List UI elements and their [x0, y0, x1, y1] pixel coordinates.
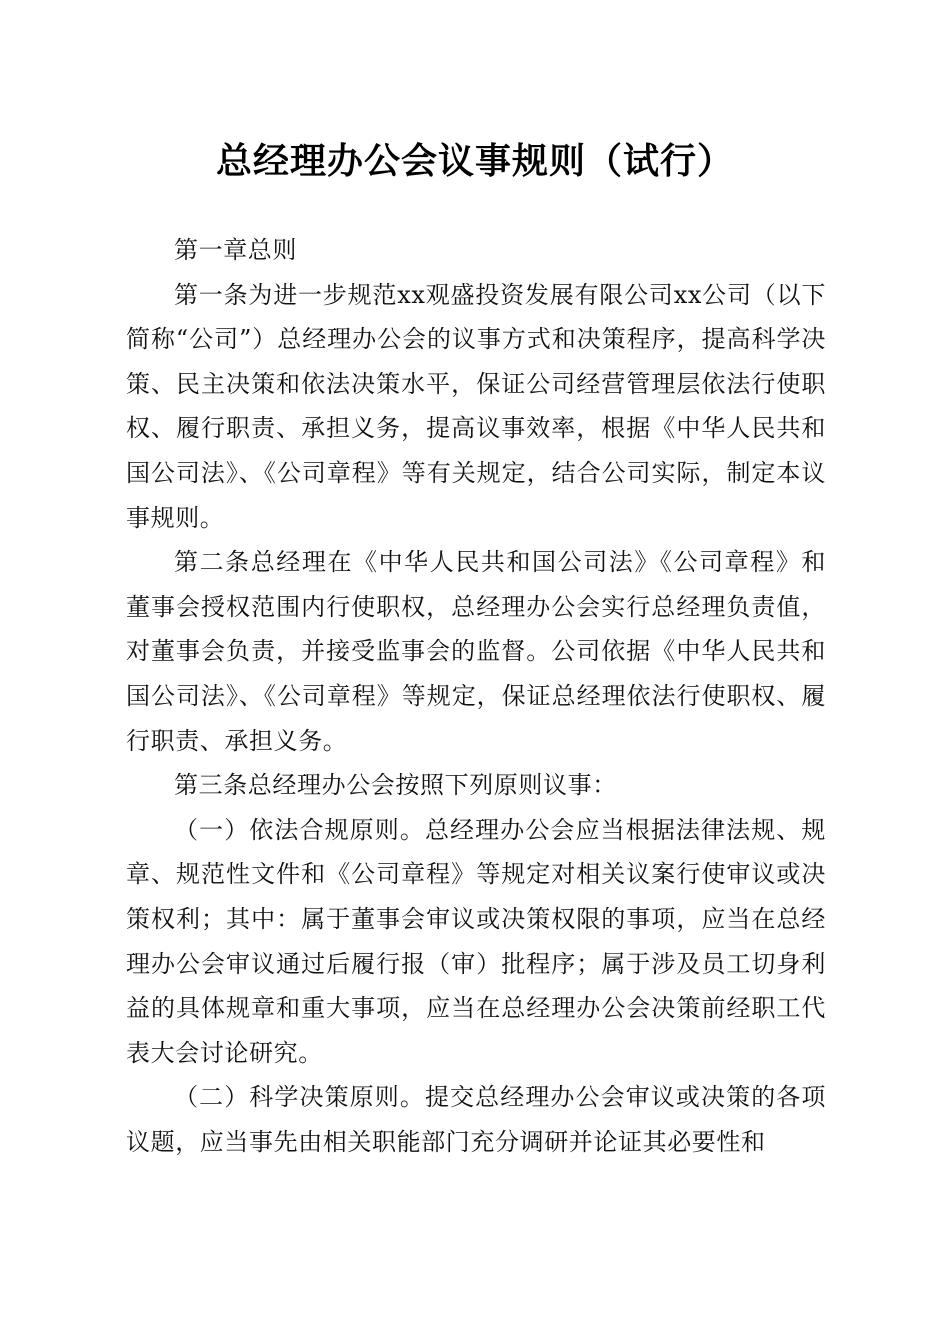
chapter-heading: 第一章总则	[174, 236, 297, 264]
document-title: 总经理办公会议事规则（试行）	[215, 140, 734, 182]
article-1-paragraph: 第一条为进一步规范xx观盛投资发展有限公司xx公司（以下简称“公司”）总经理办公会的议事方式和决策程序，提高科学决策、民主决策和依法决策水平，保证公司经营管理层依法行使职权、履行职责、承担义务，提高议事效率，根据《中华人民共和国公司法》、《公司章程》等有关规定，结合公司实际，制定本议事规则。	[126, 280, 826, 532]
article-2-paragraph: 第二条总经理在《中华人民共和国公司法》《公司章程》和董事会授权范围内行使职权，总经理办公会实行总经理负责值，对董事会负责，并接受监事会的监督。公司依据《中华人民共和国公司法》、《公司章程》等规定，保证总经理依法行使职权、履行职责、承担义务。	[126, 548, 826, 755]
document-body	[126, 228, 826, 1164]
article-3-paragraph: 第三条总经理办公会按照下列原则议事：	[174, 771, 617, 800]
principle-1-paragraph: （一）依法合规原则。总经理办公会应当根据法律法规、规章、规范性文件和《公司章程》等规定对相关议案行使审议或决策权利；其中：属于董事会审议或决策权限的事项，应当在总经理办公会审议通过后履行报（审）批程序；属于涉及员工切身利益的具体规章和重大事项，应当在总经理办公会决策前经职工代表大会讨论研究。	[126, 815, 826, 1067]
principle-2-paragraph: （二）科学决策原则。提交总经理办公会审议或决策的各项议题，应当事先由相关职能部门充分调研并论证其必要性和	[126, 1083, 826, 1156]
